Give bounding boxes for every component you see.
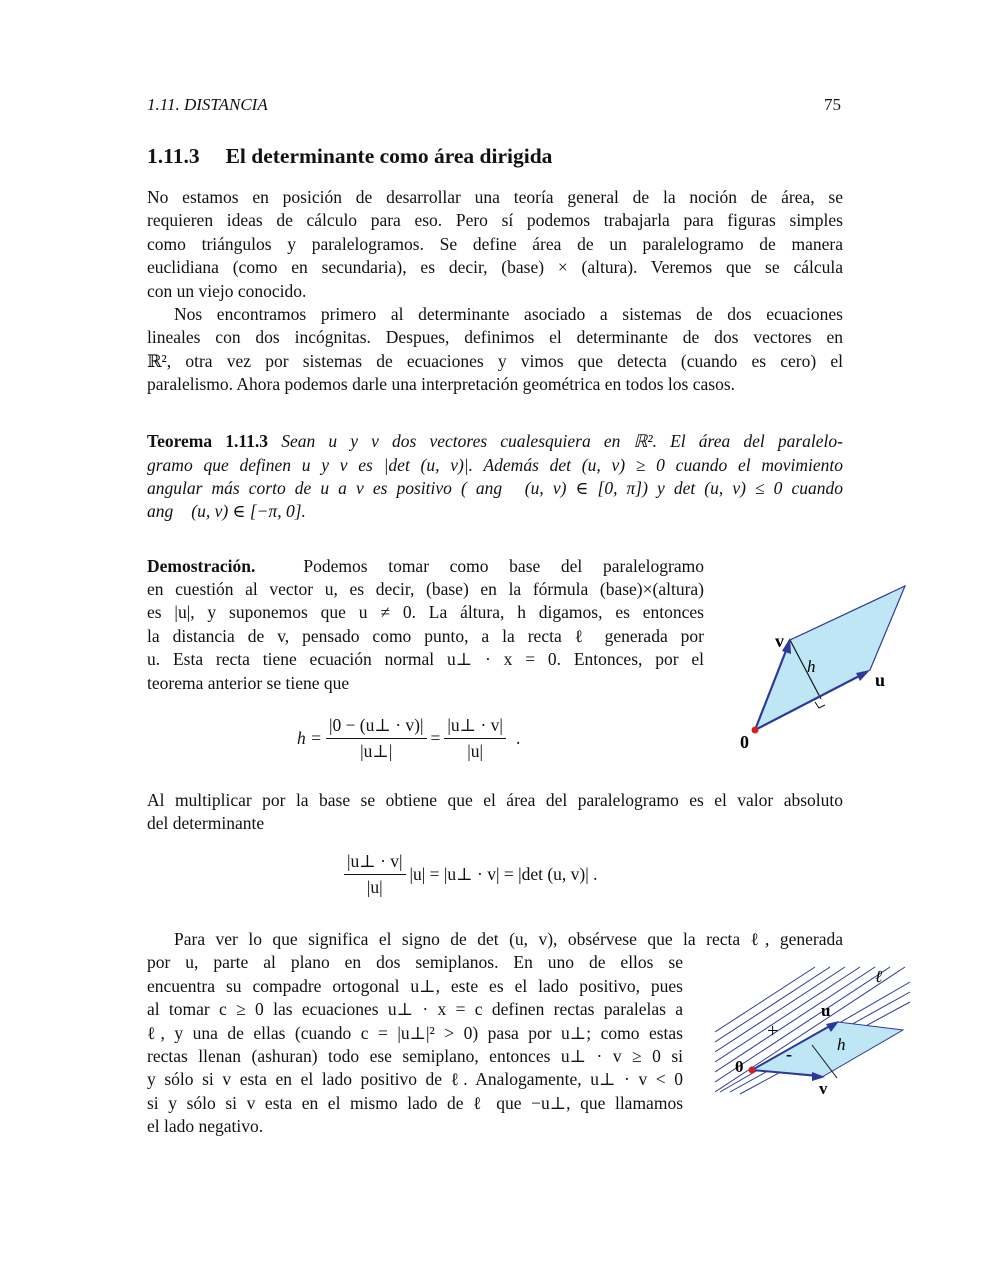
proof-line: teorema anterior se tiene que	[147, 672, 350, 693]
theorem-line: ang⃗ (u, v) ∈ [−π, 0].	[147, 501, 306, 521]
p1-line: como triángulos y paralelogramos. Se define área de un paralelogramo de manera	[147, 233, 843, 254]
p1-line: requieren ideas de cálculo para eso. Pero sí podemos trabajarla para figuras simples	[147, 210, 843, 231]
section-title: El determinante como área dirigida	[225, 144, 553, 168]
eq-period: .	[515, 728, 521, 748]
proof-line: en cuestión al vector u, es decir, (base) en la fórmula (base)×(altura)	[147, 579, 704, 599]
proof-line: la distancia de v, pensado como punto, a la recta ℓ generada por	[147, 625, 704, 646]
eq-denominator: |u|	[366, 877, 383, 897]
page-number: 75	[824, 95, 841, 114]
proof-label: Demostración.	[147, 556, 256, 576]
proof-line: u. Esta recta tiene ecuación normal u⊥ · x = 0. Entonces, por el	[147, 649, 704, 670]
label-u: u	[821, 1001, 831, 1020]
p1-line: No estamos en posición de desarrollar una teoría general de la noción de área, se	[147, 187, 843, 207]
p4-line: encuentra su compadre ortogonal u⊥, este es el lado positivo, pues	[147, 975, 683, 996]
theorem-text: Sean u y v dos vectores cualesquiera en ℝ². El área del paralelo-	[281, 431, 843, 451]
p4-line: por u, parte al plano en dos semiplanos. En uno de ellos se	[147, 952, 683, 973]
p4-line: el lado negativo.	[147, 1116, 264, 1137]
p1-line: con un viejo conocido.	[147, 280, 307, 301]
section-number: 1.11.3	[147, 144, 200, 168]
eq-lhs: h =	[297, 728, 322, 748]
paragraph-3-line: Al multiplicar por la base se obtiene que el área del paralelogramo es el valor absoluto	[147, 790, 843, 810]
equation-det	[340, 851, 598, 898]
p4-line: si y sólo si v esta en el mismo lado de ℓ que −u⊥, que llamamos	[147, 1092, 683, 1113]
theorem-label: Teorema 1.11.3	[147, 431, 269, 451]
eq-numerator: |u⊥ · v|	[344, 851, 406, 875]
p4-line: ℓ, y una de ellas (cuando c = |u⊥|² > 0) pasa por u⊥; como estas	[147, 1022, 683, 1043]
theorem-line: angular más corto de u a v es positivo ( ang⃗ (u, v) ∈ [0, π]) y det (u, v) ≤ 0 cuando	[147, 478, 843, 498]
eq-rest: |u| = |u⊥ · v| = |det (u, v)| .	[409, 864, 598, 884]
section-heading	[147, 144, 552, 169]
origin-point	[752, 727, 759, 734]
theorem-line	[147, 430, 843, 452]
p4-line: y sólo si v esta en el lado positivo de ℓ. Analogamente, u⊥ · v < 0	[147, 1069, 683, 1090]
label-ell: ℓ	[875, 967, 883, 986]
running-title: 1.11. DISTANCIA	[147, 95, 268, 114]
label-origin: 0	[735, 1057, 744, 1076]
label-origin: 0	[740, 732, 749, 752]
p2-line: Nos encontramos primero al determinante asociado a sistemas de dos ecuaciones	[174, 304, 843, 324]
parallelogram-fill	[755, 586, 905, 730]
eq-equals: =	[430, 728, 441, 748]
equation-h	[297, 715, 520, 762]
p2-line: paralelismo. Ahora podemos darle una interpretación geométrica en todos los casos.	[147, 374, 736, 395]
label-v: v	[819, 1079, 828, 1097]
p2-line: lineales con dos incógnitas. Despues, definimos el determinante de dos vectores en	[147, 327, 843, 348]
eq-numerator: |0 − (u⊥ · v)|	[326, 715, 427, 739]
label-h: h	[837, 1035, 846, 1054]
proof-line: es |u|, y suponemos que u ≠ 0. La áltura, h digamos, es entonces	[147, 602, 704, 623]
p4-line: Para ver lo que significa el signo de det (u, v), obsérvese que la recta ℓ, generada	[174, 929, 843, 949]
p4-line: al tomar c ≥ 0 las ecuaciones u⊥ · x = c definen rectas paralelas a	[147, 999, 683, 1020]
eq-denominator: |u⊥|	[360, 741, 393, 761]
paragraph-3-line: del determinante	[147, 813, 265, 833]
label-u: u	[875, 670, 886, 690]
label-minus: -	[786, 1044, 792, 1064]
theorem-line: gramo que definen u y v es |det (u, v)|. Además det (u, v) ≥ 0 cuando el movimiento	[147, 455, 843, 475]
eq-numerator: |u⊥ · v|	[444, 715, 506, 739]
label-v: v	[775, 631, 784, 651]
right-angle-mark	[815, 702, 825, 708]
eq-denominator: |u|	[467, 741, 484, 761]
label-h: h	[807, 657, 816, 676]
parallelogram-figure	[730, 580, 920, 760]
label-plus: +	[767, 1020, 779, 1042]
semiplane-figure	[715, 962, 915, 1097]
proof-line	[147, 555, 704, 577]
p1-line: euclidiana (como en secundaria), es decir, (base) × (altura). Veremos que se cálcula	[147, 257, 843, 278]
p2-line: ℝ², otra vez por sistemas de ecuaciones y vimos que detecta (cuando es cero) el	[147, 350, 843, 371]
p4-line: rectas llenan (ashuran) todo ese semiplano, entonces u⊥ · v ≥ 0 si	[147, 1046, 683, 1066]
proof-text: Podemos tomar como base del paralelogramo	[303, 556, 704, 576]
origin-point	[749, 1067, 756, 1074]
